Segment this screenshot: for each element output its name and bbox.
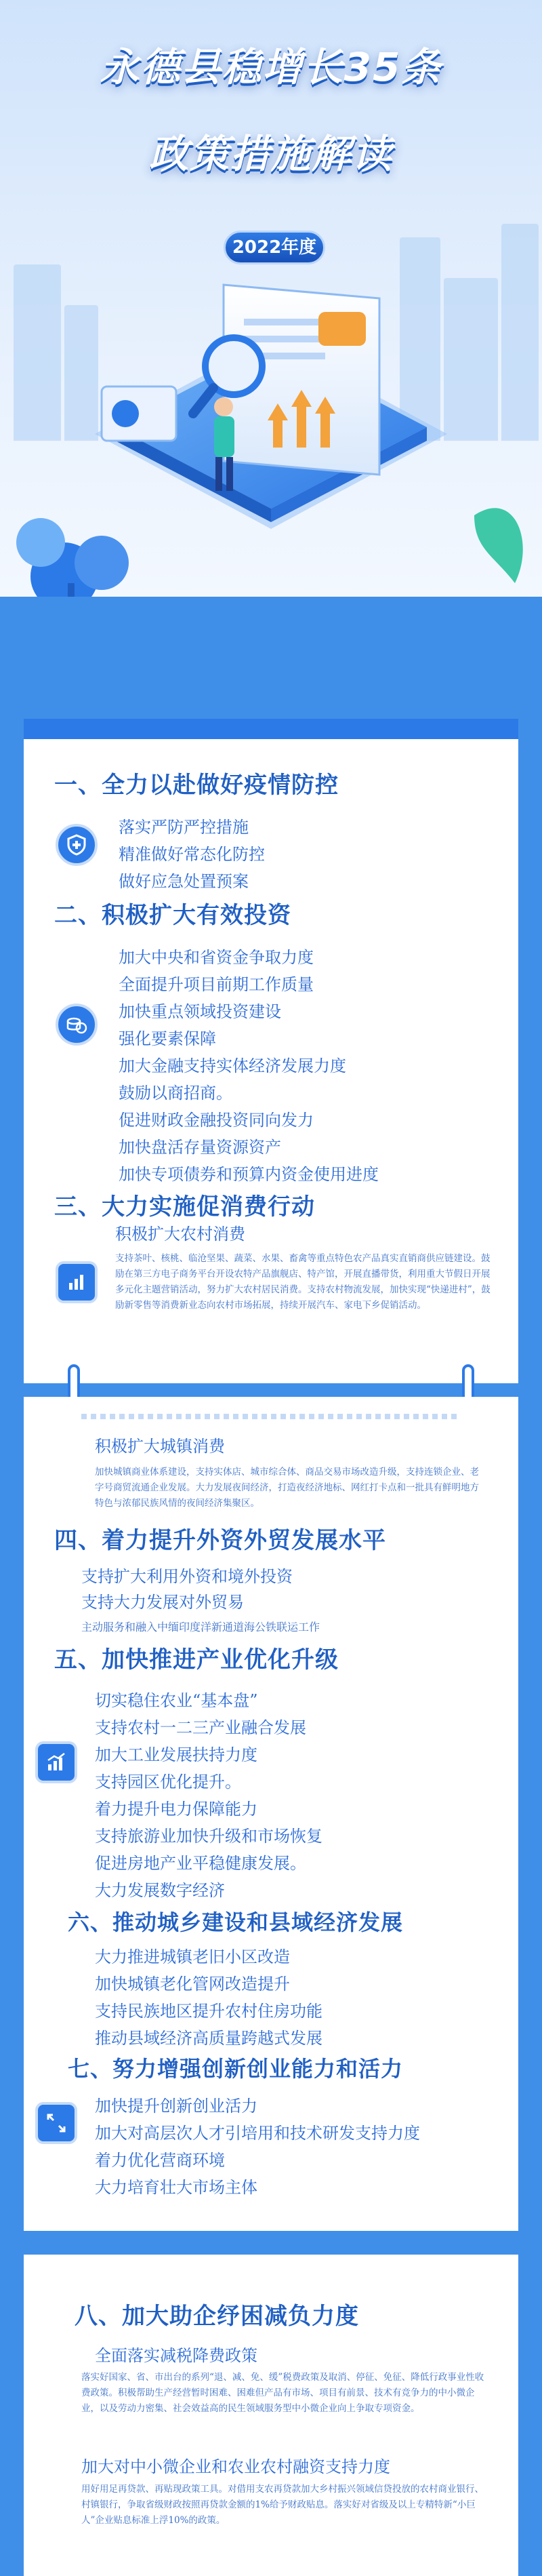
section-1-item: 落实严防严控措施: [119, 818, 249, 837]
divider: [81, 1414, 461, 1419]
section-4-item: 支持扩大利用外资和境外投资: [81, 1567, 293, 1586]
section-1-item: 精准做好常态化防控: [119, 845, 265, 864]
section-2-item: 加快重点领域投资建设: [119, 1002, 281, 1021]
section-1-item: 做好应急处置预案: [119, 872, 249, 891]
section-6-item: 加快城镇老化管网改造提升: [95, 1975, 290, 1994]
section-7-item: 加大对高层次人才引培用和技术研发支持力度: [95, 2124, 420, 2143]
section-5-item: 支持旅游业加快升级和市场恢复: [95, 1827, 322, 1846]
section-2-item: 加大中央和省资金争取力度: [119, 948, 314, 967]
section-5-item: 支持园区优化提升。: [95, 1772, 241, 1791]
section-4-title: 四、着力提升外资外贸发展水平: [54, 1527, 386, 1554]
growth-chart-icon: [35, 1741, 77, 1783]
section-6-item: 推动县域经济高质量跨越式发展: [95, 2029, 322, 2048]
section-5-item: 着力提升电力保障能力: [95, 1800, 257, 1819]
expand-arrows-icon: [35, 2102, 77, 2144]
section-5-item: 支持农村一二三产业融合发展: [95, 1718, 306, 1737]
section-2-title: 二、积极扩大有效投资: [54, 902, 291, 929]
section-5-item: 加大工业发展扶持力度: [95, 1745, 257, 1764]
section-2-item: 鼓励以商招商。: [119, 1084, 232, 1103]
shield-medical-icon: [56, 824, 98, 866]
section-3-paragraph-1: 支持茶叶、核桃、临沧坚果、蔬菜、水果、畜禽等重点特色农产品真实直销商供应链建设。鼓励在第三方电子商务平台开设农特产品旗舰店、特产馆，开展直播带货，利用重大节假日开展多元化主题营销活动，努力扩大农村居民消费。支持农村物流发展，加快实现“快递进村”，鼓励新零售等消费新业态向农村市场拓展，持续开展汽车、家电下乡促销活动。: [115, 1253, 491, 1311]
section-1-title: 一、全力以赴做好疫情防控: [54, 772, 339, 799]
section-8-paragraph-1: 落实好国家、省、市出台的系列“退、减、免、缓”税费政策及取消、停征、免征、降低行政事业性收费政策。积极帮助生产经营暂时困难、困难但产品有市场、项目有前景、技术有竞争力的中小微企业，以及劳动力密集、社会效益高的民生领域服务型中小微企业向上争取专项资金。: [81, 2372, 484, 2414]
section-3-subtitle-2: 积极扩大城镇消费: [95, 1437, 225, 1456]
section-7-item: 着力优化营商环境: [95, 2151, 225, 2170]
section-7-item: 加快提升创新创业活力: [95, 2097, 257, 2116]
section-4-item: 支持大力发展对外贸易: [81, 1593, 244, 1612]
section-4-note: 主动服务和融入中缅印度洋新通道海公铁联运工作: [81, 1621, 320, 1633]
section-2-item: 促进财政金融投资同向发力: [119, 1111, 314, 1130]
section-7-item: 大力培育壮大市场主体: [95, 2178, 257, 2197]
section-5-item: 促进房地产业平稳健康发展。: [95, 1854, 306, 1873]
coin-stack-icon: [56, 1004, 98, 1046]
hero-illustration: [0, 0, 542, 597]
section-5-item: 大力发展数字经济: [95, 1881, 225, 1900]
section-2-item: 加快专项债券和预算内资金使用进度: [119, 1165, 379, 1184]
section-2-item: 加快盘活存量资源资产: [119, 1138, 281, 1157]
section-5-item: 切实稳住农业“基本盘”: [95, 1691, 258, 1710]
section-2-item: 全面提升项目前期工作质量: [119, 975, 314, 994]
section-5-title: 五、加快推进产业优化升级: [54, 1646, 339, 1673]
section-8-subtitle-2: 加大对中小微企业和农业农村融资支持力度: [81, 2457, 390, 2476]
section-3-paragraph-2: 加快城镇商业体系建设，支持实体店、城市综合体、商品交易市场改造升级，支持连锁企业、老字号商贸流通企业发展。大力发展夜间经济，打造夜经济地标、网红打卡点和一批具有鲜明地方特色与浓郁民族风情的夜间经济集聚区。: [95, 1467, 479, 1509]
section-6-item: 支持民族地区提升农村住房功能: [95, 2002, 322, 2021]
section-6-title: 六、推动城乡建设和县域经济发展: [68, 1909, 404, 1935]
page-title-line1: 永德县稳增长35条: [100, 44, 442, 90]
section-8-paragraph-2: 用好用足再贷款、再贴现政策工具。对借用支农再贷款加大乡村振兴领域信贷投放的农村商业银行、村镇银行，争取省级财政按照再贷款金额的1%给予财政贴息。落实好对省级及以上专精特新“小巨人”企业贴息标准上浮10%的政策。: [81, 2484, 484, 2526]
section-2-item: 强化要素保障: [119, 1029, 216, 1048]
section-3-title: 三、大力实施促消费行动: [54, 1193, 315, 1221]
year-badge: 2022年度: [224, 231, 325, 264]
section-8-subtitle-1: 全面落实减税降费政策: [95, 2346, 257, 2365]
section-7-title: 七、努力增强创新创业能力和活力: [68, 2056, 404, 2082]
section-6-item: 大力推进城镇老旧小区改造: [95, 1947, 290, 1966]
page-title-line2: 政策措施解读: [148, 131, 393, 177]
section-2-item: 加大金融支持实体经济发展力度: [119, 1056, 346, 1075]
section-3-subtitle-1: 积极扩大农村消费: [115, 1225, 245, 1244]
section-8-title: 八、加大助企纾困减负力度: [75, 2303, 359, 2330]
bar-chart-icon: [56, 1261, 98, 1303]
